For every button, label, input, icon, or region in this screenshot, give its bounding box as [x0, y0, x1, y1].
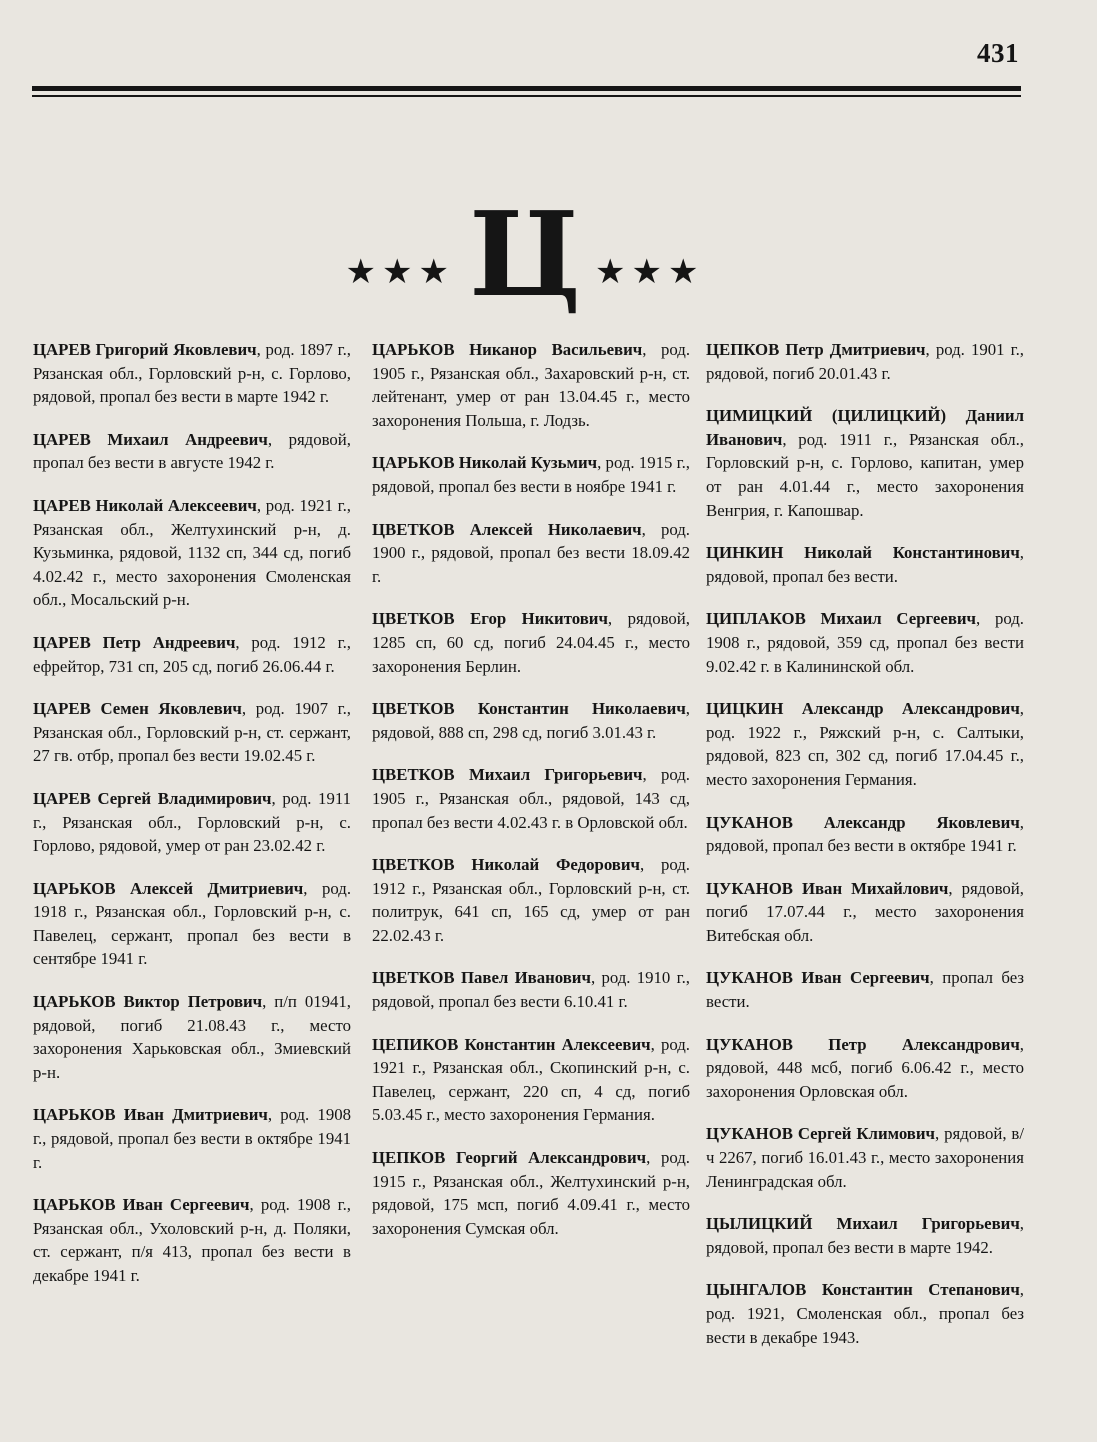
entry	[706, 966, 1024, 1013]
entry-details: , род. 1905 г., Рязанская обл., рядовой, 143 сд, пропал без вести 4.02.43 г. в Орловской обл.	[372, 765, 690, 832]
entry-given-name: Петр Александрович	[828, 1034, 1020, 1054]
entry	[706, 877, 1024, 948]
entry-surname: ЦАРЕВ	[33, 699, 91, 719]
entry-details: , рядовой, пропал без вести в августе 1942 г.	[33, 429, 351, 473]
entry	[706, 541, 1024, 588]
entry-surname: ЦЫНГАЛОВ	[706, 1280, 807, 1300]
entry-details: , род. 1908 г., Рязанская обл., Ухоловский р-н, д. Поляки, ст. сержант, п/я 413, пропал без вести в декабре 1941 г.	[33, 1195, 351, 1285]
entry-details: , род. 1915 г., Рязанская обл., Желтухинский р-н, рядовой, 175 мсп, погиб 4.09.41 г., место захоронения Сумская обл.	[372, 1148, 690, 1238]
entry-surname: ЦВЕТКОВ	[372, 609, 455, 629]
entry-details: , род. 1905 г., Рязанская обл., Захаровский р-н, ст. лейтенант, умер от ран 13.04.45 г., место захоронения Польша, г. Лодзь.	[372, 340, 691, 430]
entry	[33, 1103, 351, 1174]
entry-surname: ЦАРЬКОВ	[33, 1195, 116, 1215]
entry-given-name: Константин Степанович	[821, 1280, 1020, 1300]
entry-details: , п/п 01941, рядовой, погиб 21.08.43 г., место захоронения Харьковская обл., Змиевский р-н.	[33, 992, 351, 1082]
entry-given-name: Алексей Дмитриевич	[130, 878, 304, 898]
entry	[33, 494, 351, 612]
entry	[372, 697, 690, 744]
page-number: 431	[977, 38, 1019, 68]
entry	[372, 451, 690, 498]
entry-details: , род. 1900 г., рядовой, пропал без вести 18.09.42 г.	[372, 519, 690, 586]
entry-surname: ЦУКАНОВ	[706, 1124, 793, 1144]
entry-details: , род. 1912 г., Рязанская обл., Горловский р-н, ст. политрук, 641 сп, 165 сд, умер от ран 22.02.43 г.	[372, 855, 691, 945]
entry-given-name: Николай Константинович	[804, 543, 1020, 563]
entry-details: , род. 1901 г., рядовой, погиб 20.01.43 г.	[706, 340, 1024, 383]
entry-details: , род. 1908 г., рядовой, пропал без вести в октябре 1941 г.	[33, 1105, 351, 1172]
entry-surname: ЦАРЕВ	[33, 340, 91, 359]
entry	[706, 1212, 1024, 1259]
entry-surname: ЦАРЕВ	[33, 429, 91, 449]
entry	[706, 1033, 1024, 1104]
entry-given-name: Сергей Климович	[797, 1124, 936, 1144]
entry-details: , рядовой, пропал без вести в октябре 1941 г.	[706, 812, 1024, 856]
entry	[372, 518, 690, 589]
entry-given-name: Александр Яковлевич	[823, 812, 1020, 832]
entry-details: , рядовой, в/ч 2267, погиб 16.01.43 г., место захоронения Ленинградская обл.	[706, 1124, 1024, 1191]
entry-surname: ЦВЕТКОВ	[372, 855, 455, 875]
entry-details: , род. 1921 г., Рязанская обл., Скопинский р-н, с. Павелец, сержант, 220 сп, 4 сд, погиб 5.03.45 г., место захоронения Германия.	[372, 1034, 690, 1125]
entry	[33, 428, 351, 475]
entry-given-name: Никанор Васильевич	[469, 340, 643, 359]
entry-details: , рядовой, 1285 сп, 60 сд, погиб 24.04.45 г., место захоронения Берлин.	[372, 609, 690, 676]
entry-given-name: Павел Иванович	[460, 968, 591, 988]
entry-surname: ЦИНКИН	[706, 543, 784, 563]
entry-surname: ЦАРЕВ	[33, 495, 91, 515]
stars-right: ★★★	[595, 254, 705, 291]
entry-details: , пропал без вести.	[706, 968, 1024, 1012]
entry-surname: ЦАРЬКОВ	[33, 992, 116, 1012]
section-letter-heading	[345, 187, 705, 323]
entry-details: , род. 1918 г., Рязанская обл., Горловский р-н, с. Павелец, сержант, пропал без вести в сентябре 1941 г.	[33, 878, 352, 969]
entry-surname: ЦУКАНОВ	[706, 1034, 793, 1054]
entry-given-name: Виктор Петрович	[123, 992, 263, 1012]
entry	[33, 877, 351, 971]
entry-given-name: Иван Дмитриевич	[123, 1105, 268, 1125]
entry-surname: ЦЕПКОВ	[706, 340, 780, 359]
entry-given-name: Семен Яковлевич	[100, 699, 242, 719]
entry-details: , род. 1910 г., рядовой, пропал без вести 6.10.41 г.	[372, 968, 690, 1012]
entry-details: , рядовой, пропал без вести.	[706, 543, 1024, 586]
entry	[706, 1122, 1024, 1193]
entry-surname: ЦАРЬКОВ	[372, 340, 455, 359]
entry	[706, 1278, 1024, 1349]
entry	[33, 787, 351, 858]
entry-surname: ЦУКАНОВ	[706, 968, 793, 988]
entry-details: , род. 1922 г., Ряжский р-н, с. Салтыки, рядовой, 823 сп, 302 сд, погиб 17.04.45 г., место захоронения Германия.	[706, 699, 1024, 789]
entry-surname: ЦАРЬКОВ	[33, 1105, 116, 1125]
entry	[706, 338, 1024, 385]
column-2	[372, 338, 690, 1259]
entry	[706, 607, 1024, 678]
entry-details: , род. 1907 г., Рязанская обл., Горловский р-н, ст. сержант, 27 гв. отбр, пропал без вести 19.02.45 г.	[33, 699, 351, 766]
entry-given-name: Николай Алексеевич	[95, 495, 257, 515]
entry-surname: ЦИМИЦКИЙ (ЦИЛИЦКИЙ)	[706, 406, 947, 426]
entry-given-name: Петр Дмитриевич	[785, 340, 926, 359]
entry-surname: ЦВЕТКОВ	[372, 699, 455, 719]
entry-details: , род. 1911 г., Рязанская обл., Горловский р-н, с. Горлово, капитан, умер от ран 4.01.44 г., место захоронения Венгрия, г. Капошвар.	[706, 429, 1024, 520]
entry-details: , род. 1921 г., Рязанская обл., Желтухинский р-н, д. Кузьминка, рядовой, 1132 сп, 344 сд, погиб 4.02.42 г., место захоронения Смоленская обл., Мосальский р-н.	[33, 495, 351, 610]
entry-details: , род. 1911 г., Рязанская обл., Горловский р-н, с. Горлово, рядовой, умер от ран 23.02.42 г.	[33, 788, 351, 856]
entry-given-name: Егор Никитович	[470, 609, 608, 629]
entry-details: , рядовой, 448 мсб, погиб 6.06.42 г., место захоронения Орловская обл.	[706, 1034, 1024, 1101]
entry-surname: ЦВЕТКОВ	[372, 968, 455, 988]
entry-surname: ЦАРЕВ	[33, 788, 91, 808]
entry	[33, 631, 351, 678]
entry-given-name: Михаил Григорьевич	[468, 765, 643, 785]
entry-surname: ЦВЕТКОВ	[372, 765, 455, 785]
entry	[372, 338, 690, 432]
entry-surname: ЦАРЕВ	[33, 632, 91, 652]
entry-given-name: Иван Сергеевич	[122, 1195, 250, 1215]
section-letter: Ц	[468, 187, 582, 323]
entry-surname: ЦУКАНОВ	[706, 812, 793, 832]
entry-details: , рядовой, пропал без вести в марте 1942.	[706, 1214, 1024, 1257]
entry-surname: ЦИЦКИН	[706, 699, 784, 719]
entry-surname: ЦУКАНОВ	[706, 878, 793, 898]
entry	[33, 697, 351, 768]
entry	[706, 811, 1024, 858]
entry-details: , род. 1897 г., Рязанская обл., Горловский р-н, с. Горлово, рядовой, пропал без вести в марте 1942 г.	[33, 340, 351, 407]
entry-details: , род. 1921, Смоленская обл., пропал без вести в декабре 1943.	[706, 1280, 1024, 1347]
entry	[33, 990, 351, 1084]
entry	[372, 607, 690, 678]
entry-given-name: Даниил Иванович	[706, 406, 1024, 449]
entry	[372, 763, 690, 834]
entry-given-name: Александр Александрович	[801, 699, 1020, 719]
entry-given-name: Алексей Николаевич	[469, 519, 642, 539]
entry-details: , род. 1915 г., рядовой, пропал без вести в ноябре 1941 г.	[372, 453, 690, 496]
entry-given-name: Николай Федорович	[471, 855, 641, 875]
entry	[706, 404, 1024, 522]
header-rule-thick	[32, 86, 1021, 91]
entry-given-name: Иван Сергеевич	[801, 968, 930, 988]
entry	[372, 853, 690, 947]
entry-surname: ЦВЕТКОВ	[372, 519, 455, 539]
column-3	[706, 338, 1024, 1368]
entry-given-name: Михаил Григорьевич	[836, 1214, 1020, 1234]
entry-given-name: Николай Кузьмич	[458, 453, 598, 473]
entry	[372, 1146, 690, 1240]
entry-given-name: Григорий Яковлевич	[95, 340, 257, 359]
entry-surname: ЦАРЬКОВ	[372, 453, 455, 473]
column-1	[33, 338, 351, 1307]
entry-given-name: Михаил Андреевич	[107, 429, 268, 449]
entry	[33, 338, 351, 409]
entry-given-name: Петр Андреевич	[102, 632, 236, 652]
entry-surname: ЦИПЛАКОВ	[706, 609, 806, 629]
entry-surname: ЦЫЛИЦКИЙ	[706, 1214, 813, 1234]
entry	[706, 697, 1024, 791]
entry-surname: ЦЕПИКОВ	[372, 1034, 459, 1054]
entry-given-name: Иван Михайлович	[801, 878, 949, 898]
entry-surname: ЦЕПКОВ	[372, 1148, 446, 1168]
entry-details: , род. 1912 г., ефрейтор, 731 сп, 205 сд, погиб 26.06.44 г.	[33, 632, 351, 676]
entry	[33, 1193, 351, 1287]
entry-details: , рядовой, 888 сп, 298 сд, погиб 3.01.43 г.	[372, 699, 690, 742]
entry-surname: ЦАРЬКОВ	[33, 878, 116, 898]
entry-given-name: Сергей Владимирович	[97, 788, 272, 808]
stars-left: ★★★	[345, 254, 455, 291]
entry-given-name: Михаил Сергеевич	[820, 609, 977, 629]
entry-given-name: Константин Алексеевич	[464, 1034, 651, 1054]
entry	[372, 1033, 690, 1127]
entry	[372, 966, 690, 1013]
entry-given-name: Георгий Александрович	[455, 1148, 647, 1168]
header-rule-thin	[32, 95, 1021, 97]
entry-details: , рядовой, погиб 17.07.44 г., место захоронения Витебская обл.	[706, 878, 1024, 945]
entry-given-name: Константин Николаевич	[477, 699, 686, 719]
entry-details: , род. 1908 г., рядовой, 359 сд, пропал без вести 9.02.42 г. в Калининской обл.	[706, 609, 1024, 676]
